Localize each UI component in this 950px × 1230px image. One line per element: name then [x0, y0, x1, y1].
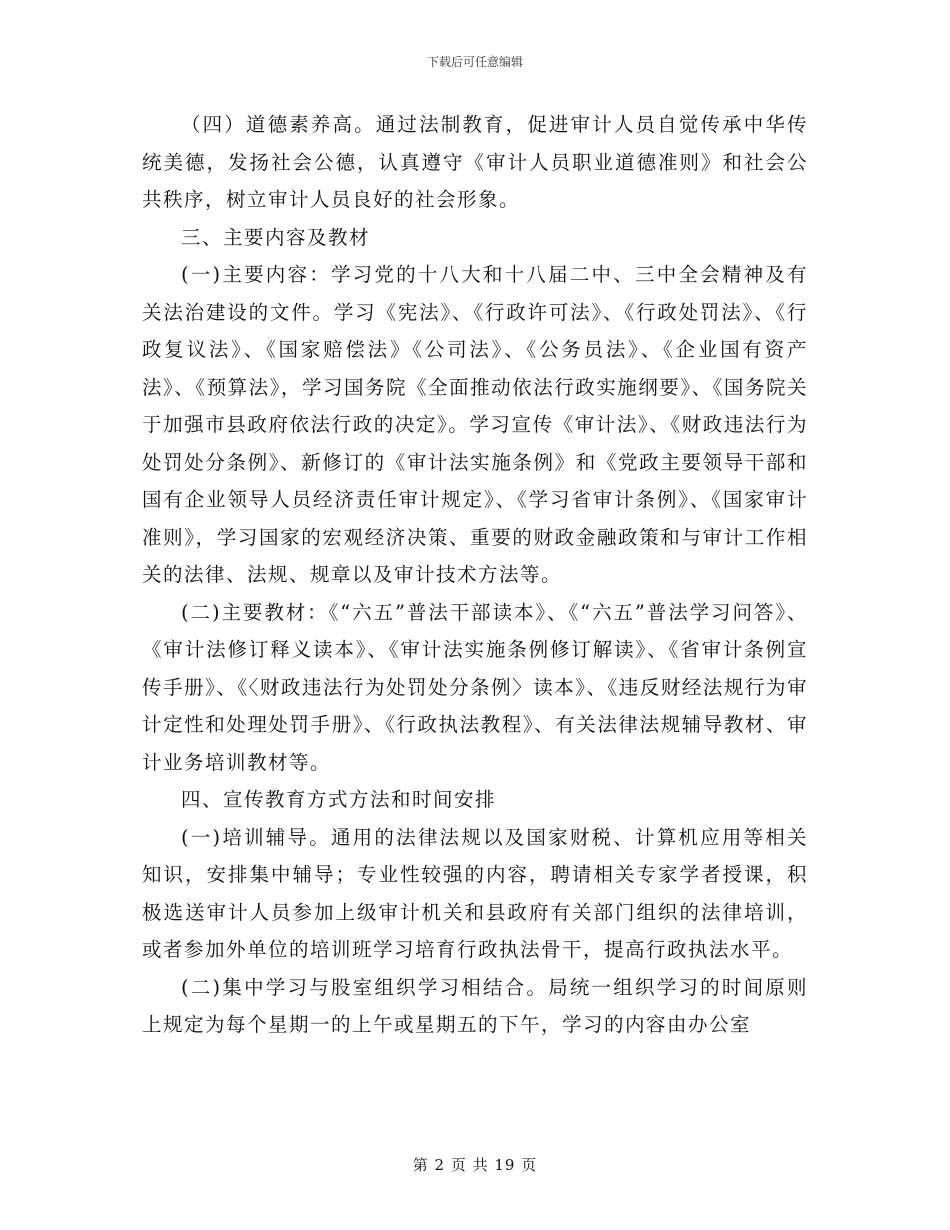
page-footer-number: 第 2 页 共 19 页: [412, 1156, 538, 1174]
paragraph-main-content: (一)主要内容：学习党的十八大和十八届二中、三中全会精神及有关法治建设的文件。学习《宪法》、《行政许可法》、《行政处罚法》、《行政复议法》、《国家赔偿法》《公司法》、《公务员法》、《企业国有资产法》、《预算法》，学习国务院《全面推动依法行政实施纲要》、《国务院关于加强市县政府依法行政的决定》。学习宣传《审计法》、《财政违法行为处罚处分条例》、新修订的《审计法实施条例》和《党政主要领导干部和国有企业领导人员经济责任审计规定》、《学习省审计条例》、《国家审计准则》，学习国家的宏观经济决策、重要的财政金融政策和与审计工作相关的法律、法规、规章以及审计技术方法等。: [142, 263, 808, 586]
section-heading-methods-schedule: 四、宣传教育方式方法和时间安排: [181, 788, 497, 811]
paragraph-training: (一)培训辅导。通用的法律法规以及国家财税、计算机应用等相关知识，安排集中辅导；专业性较强的内容，聘请相关专家学者授课，积极选送审计人员参加上级审计机关和县政府有关部门组织的法律培训，或者参加外单位的培训班学习培育行政执法骨干，提高行政执法水平。: [142, 825, 808, 961]
document-body: [142, 106, 808, 1044]
paragraph-moral-quality: （四）道德素养高。通过法制教育，促进审计人员自觉传承中华传统美德，发扬社会公德，认真遵守《审计人员职业道德准则》和社会公共秩序，树立审计人员良好的社会形象。: [142, 113, 808, 211]
paragraph-centralized-study: (二)集中学习与股室组织学习相结合。局统一组织学习的时间原则上规定为每个星期一的上午或星期五的下午，学习的内容由办公室: [142, 975, 808, 1036]
paragraph-main-materials: (二)主要教材：《“六五”普法干部读本》、《“六五”普法学习问答》、《审计法修订释义读本》、《审计法实施条例修订解读》、《省审计条例宣传手册》、《〈财政违法行为处罚处分条例〉读本》、《违反财经法规行为审计定性和处理处罚手册》、《行政执法教程》、有关法律法规辅导教材、审计业务培训教材等。: [142, 600, 808, 774]
section-heading-content-materials: 三、主要内容及教材: [181, 225, 371, 249]
page-header-note: 下载后可任意编辑: [426, 55, 523, 69]
